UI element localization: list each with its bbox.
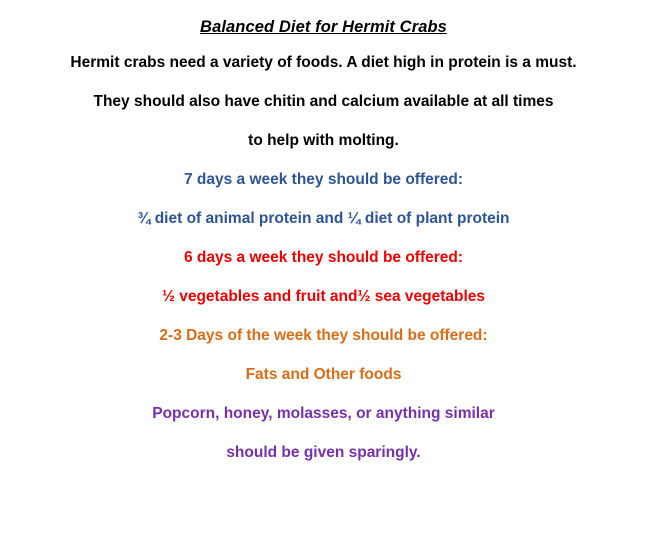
intro-line-1: Hermit crabs need a variety of foods. A diet high in protein is a must. (70, 53, 577, 71)
section-six-days-heading: 6 days a week they should be offered: (183, 249, 464, 267)
section-two-three-days-detail: Fats and Other foods (245, 366, 402, 384)
intro-paragraph (14, 54, 633, 149)
intro-line-2: They should also have chitin and calcium available at all times (93, 92, 554, 110)
section-seven-days-detail: ¾ diet of animal protein and ¼ diet of plant protein (137, 209, 510, 227)
section-seven-days-heading: 7 days a week they should be offered: (183, 170, 464, 188)
section-two-three-days-heading: 2-3 Days of the week they should be offered: (159, 327, 488, 345)
intro-line-3: to help with molting. (248, 131, 399, 149)
section-six-days-detail: ½ vegetables and fruit and½ sea vegetables (161, 288, 486, 306)
page-title: Balanced Diet for Hermit Crabs (200, 18, 447, 36)
section-seven-days (14, 171, 633, 227)
section-sparingly-line-1: Popcorn, honey, molasses, or anything similar (152, 405, 495, 423)
section-sparingly-line-2: should be given sparingly. (226, 444, 421, 462)
section-two-three-days (14, 327, 633, 383)
section-six-days (14, 249, 633, 305)
section-sparingly (14, 405, 633, 461)
